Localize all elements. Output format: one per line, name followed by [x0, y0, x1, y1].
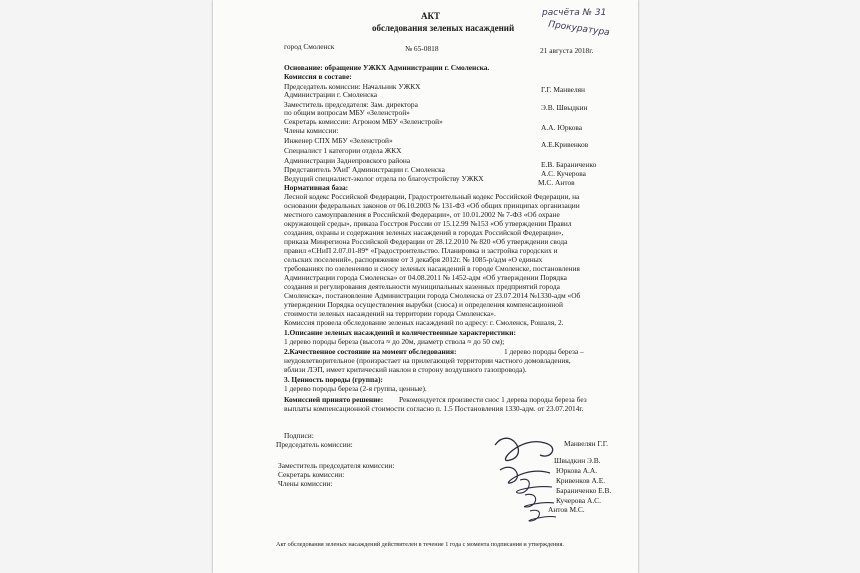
chair-label: Председатель комиссии:	[276, 440, 353, 449]
footer-note: Акт обследования зеленых насаждений действителен в течение 1 года с момента подписания и утверждения.	[276, 541, 564, 548]
commission-header: Комиссия в составе:	[284, 72, 352, 81]
section2-header: 2.Качественное состояние на момент обследования:	[284, 347, 457, 356]
section2-text: вблизи ЛЭП, имеет критический наклон в сторону воздушного газопровода).	[284, 365, 527, 374]
member-chair-role: Председатель комиссии: Начальник УЖКХ	[284, 82, 421, 91]
normative-line: местного самоуправления в Российской Федерации», от 10.01.2002 № 7-ФЗ «Об охране	[284, 210, 560, 219]
normative-header: Нормативная база:	[284, 183, 349, 192]
basis: Основание: обращение УЖКХ Администрации г. Смоленска.	[284, 63, 490, 72]
section2-text: 1 дерево породы береза –	[504, 347, 584, 356]
handwritten-note-line1: расчёта № 31	[542, 8, 607, 18]
signature-name: Бараниченко Е.В.	[556, 486, 612, 495]
signature-name: Кучерова А.С.	[556, 496, 601, 505]
decision-text: Рекомендуется произвести снос 1 дерева породы береза без	[399, 395, 587, 404]
decision-text: выплаты компенсационной стоимости согласно п. 1.5 Постановления 1330-адм. от 23.07.2014г.	[284, 404, 584, 413]
member-engineer-role: Инженер СПХ МБУ «Зеленстрой»	[284, 136, 393, 145]
signatures-header: Подписи:	[284, 431, 314, 440]
member-ecologist-name: М.С. Антов	[538, 178, 575, 187]
normative-line: стоимости зеленых насаждений на территории города Смоленска».	[284, 309, 496, 318]
inspection-address: Комиссия провела обследование зеленых насаждений по адресу: г. Смоленск, Рошаля, 2.	[284, 318, 564, 327]
signature-name: Манвелян Г.Г.	[564, 439, 608, 448]
member-specialist-role: Специалист 1 категории отдела ЖКХ	[284, 146, 402, 155]
member-specialist-name: Е.В. Бараниченко	[541, 160, 597, 169]
section3-text: 1 дерево породы береза (2-я группа, ценные).	[284, 384, 427, 393]
section3-header: 3. Ценность породы (группа):	[284, 375, 383, 384]
signature-name: Кривенков А.Е.	[556, 476, 606, 485]
scan-background-right	[638, 0, 860, 573]
section1-text: 1 дерево породы береза (высота ≈ до 20м, диаметр ствола ≈ до 50 см);	[284, 337, 505, 346]
member-engineer-name: А.Е.Кривенков	[541, 140, 589, 149]
member-ecologist-role: Ведущий специалист-эколог отдела по благоустройству УЖКХ	[284, 174, 484, 183]
normative-line: сельских поселений», распоряжение от 3 декабря 2012г. № 1085-р/адм «О единых	[284, 255, 543, 264]
normative-line: Смоленска», постановление Администрации города Смоленска от 23.07.2014 №1330-адм «Об	[284, 291, 581, 300]
normative-line: Администрации города Смоленска» от 04.08.2011 № 1452-адм «Об утверждении Порядка	[284, 273, 567, 282]
member-secretary-name: А.А. Юркова	[541, 123, 583, 132]
deputy-label: Заместитель председателя комиссии:	[278, 461, 395, 470]
secretary-label: Секретарь комиссии:	[278, 470, 345, 479]
member-uaig-role: Представитель УАиГ Администрации г. Смоленска	[284, 165, 445, 174]
normative-line: Лесной кодекс Российской Федерации, Градостроительный кодекс Российской Федерации, на	[284, 192, 580, 201]
handwritten-note-line2: Прокуратура	[547, 19, 611, 39]
normative-line: создания, охраны и содержания зеленых насаждений в городах Российской Федерации»,	[284, 228, 564, 237]
member-secretary-role: Секретарь комиссии: Агроном МБУ «Зеленстрой»	[284, 117, 443, 126]
member-uaig-name: А.С. Кучерова	[541, 169, 586, 178]
member-deputy-name: Э.В. Швыдкин	[541, 103, 588, 112]
decision-header: Комиссией принято решение:	[284, 395, 384, 404]
member-deputy-role2: по общим вопросам МБУ «Зеленстрой»	[284, 108, 410, 117]
normative-line: утверждении Порядка осуществления вырубки (сноса) и определения компенсационной	[284, 300, 563, 309]
signature-name: Юркова А.А.	[556, 466, 598, 475]
normative-line: основании федеральных законов от 06.10.2003 № 131-ФЗ «Об общих принципах организации	[284, 201, 580, 210]
normative-line: приказа Минрегиона Российской Федерации от 28.12.2010 № 820 «Об утверждении свода	[284, 237, 568, 246]
signature-name: Швыдкин Э.В.	[554, 456, 601, 465]
normative-line: окружающей среды», приказа Госстроя России от 15.12.99 №153 «Об утверждении Правил	[284, 219, 572, 228]
document-title: АКТ	[421, 11, 441, 21]
member-specialist-role2: Администрации Заднепровского района	[284, 156, 411, 165]
member-chair-name: Г.Г. Манвелян	[541, 85, 585, 94]
act-number: № 65-0818	[405, 44, 439, 53]
normative-line: требованиях по озеленению и сносу зеленых насаждений в городе Смоленске, постановления	[284, 264, 580, 273]
normative-line: правил «СНиП 2.07.01-89* «Градостроительство. Планировка и застройка городских и	[284, 246, 558, 255]
section2-text: неудовлетворительное (произрастает на прилегающей территории частного домовладения,	[284, 356, 571, 365]
scan-background-left	[0, 0, 213, 573]
section1-header: 1.Описание зеленых насаждений и количественные характеристики:	[284, 328, 516, 337]
act-date: 21 августа 2018г.	[540, 46, 594, 55]
signature-name: Антов М.С.	[548, 505, 585, 514]
city: город Смоленск	[284, 42, 335, 51]
members-label: Члены комиссии:	[284, 126, 339, 135]
normative-line: создания и регулирования деятельности муниципальных казенных предприятий города	[284, 282, 560, 291]
member-deputy-role: Заместитель председателя: Зам. директора	[284, 100, 418, 109]
member-chair-role2: Администрации г. Смоленска	[284, 90, 377, 99]
document-subtitle: обследования зеленых насаждений	[372, 23, 515, 33]
members-signature-label: Члены комиссии:	[278, 479, 333, 488]
